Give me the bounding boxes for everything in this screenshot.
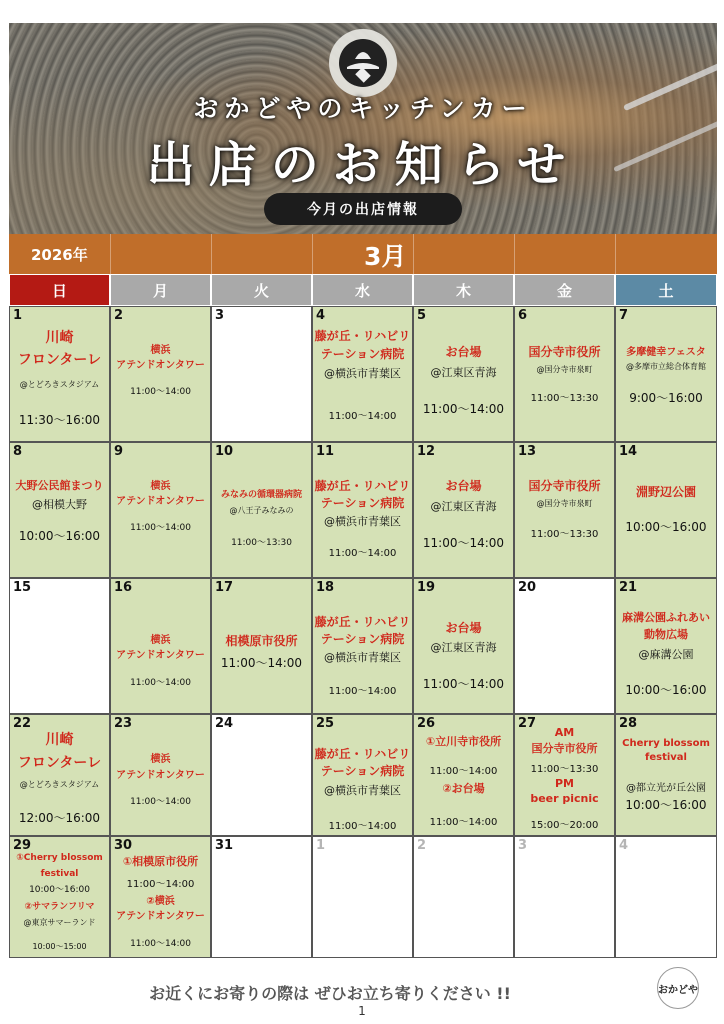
event-location: @相模大野 — [32, 498, 87, 511]
day-number: 13 — [518, 444, 537, 459]
event-name-line2: festival — [645, 752, 687, 763]
event-name-line2: テーション病院 — [320, 764, 405, 778]
event-time: 10:00〜16:00 — [625, 683, 707, 697]
event-name: 横浜 — [150, 754, 171, 765]
day-number: 28 — [619, 716, 638, 731]
event-name: 相模原市役所 — [225, 634, 298, 648]
event-location: @横浜市青葉区 — [324, 784, 401, 797]
day-number: 4 — [316, 308, 326, 323]
event-time: 11:00〜14:00 — [220, 656, 303, 670]
event-name-line2: テーション病院 — [320, 496, 405, 510]
event-time: 11:00〜14:00 — [328, 686, 397, 697]
event-name: 淵野辺公園 — [635, 485, 696, 499]
calendar-day-11 — [312, 442, 413, 578]
event-time: 11:00〜14:00 — [130, 678, 191, 688]
event-name-line2: フロンターレ — [17, 755, 102, 771]
event-time-2: 11:00〜14:00 — [429, 817, 498, 828]
calendar-day-3 — [211, 306, 312, 442]
calendar-day-9 — [110, 442, 211, 578]
event-time: 10:00〜16:00 — [625, 798, 707, 812]
page-title: 出店のお知らせ — [146, 137, 580, 193]
calendar-next-day-3 — [514, 836, 615, 958]
event-time: 11:00〜14:00 — [130, 387, 191, 397]
day-number: 19 — [417, 580, 436, 595]
page-number: 1 — [358, 1004, 366, 1018]
weekday-thu: 木 — [413, 274, 514, 306]
event-name: 多摩健幸フェスタ — [626, 347, 706, 358]
event-name-2: ②サマランフリマ — [24, 902, 95, 912]
day-number: 24 — [215, 716, 234, 731]
header-subtitle: おかどやのキッチンカー — [193, 94, 533, 123]
event-time: 9:00〜16:00 — [629, 391, 703, 405]
event-name-line2: アテンドオンタワー — [116, 496, 205, 507]
calendar-next-day-1 — [312, 836, 413, 958]
event-name-2: ②横浜 — [146, 896, 175, 907]
day-number: 21 — [619, 580, 638, 595]
year-label: 2026年 — [31, 246, 88, 264]
event-time: 11:00〜13:30 — [530, 764, 599, 775]
calendar-day-21 — [615, 578, 717, 714]
event-name: お台場 — [445, 621, 482, 635]
event-name: 藤が丘・リハビリ — [314, 747, 411, 761]
calendar-day-29 — [9, 836, 110, 958]
calendar-day-1 — [9, 306, 110, 442]
calendar-day-10 — [211, 442, 312, 578]
day-number: 20 — [518, 580, 537, 595]
event-location: @都立光が丘公園 — [626, 783, 706, 794]
event-location: @横浜市青葉区 — [324, 651, 401, 664]
event-name: 国分寺市役所 — [528, 345, 601, 359]
day-number: 1 — [13, 308, 23, 323]
day-number: 7 — [619, 308, 629, 323]
header-banner — [9, 23, 717, 234]
event-name-2: beer picnic — [530, 792, 599, 805]
day-number: 31 — [215, 838, 234, 853]
event-location: @多摩市立総合体育館 — [626, 362, 706, 371]
event-name: 藤が丘・リハビリ — [314, 329, 411, 343]
calendar-day-8 — [9, 442, 110, 578]
day-number: 27 — [518, 716, 537, 731]
pm-label: PM — [554, 777, 574, 790]
month-bar — [9, 234, 717, 274]
day-number: 9 — [114, 444, 124, 459]
event-time: 11:00〜14:00 — [130, 797, 191, 807]
calendar-day-26 — [413, 714, 514, 836]
event-time: 11:00〜14:00 — [429, 766, 498, 777]
footer-message: お近くにお寄りの際は ぜひお立ち寄りください !! — [149, 984, 511, 1003]
event-location: @江東区青海 — [430, 500, 497, 513]
day-number: 3 — [518, 838, 528, 853]
event-time: 12:00〜16:00 — [18, 811, 101, 825]
calendar-day-25 — [312, 714, 413, 836]
calendar-next-day-4 — [615, 836, 717, 958]
weekday-sun: 日 — [9, 274, 110, 306]
day-number: 29 — [13, 838, 32, 853]
event-name-line2: アテンドオンタワー — [116, 360, 205, 371]
event-location: @横浜市青葉区 — [324, 515, 401, 528]
day-number: 11 — [316, 444, 335, 459]
calendar-day-2 — [110, 306, 211, 442]
event-location: @横浜市青葉区 — [324, 367, 401, 380]
day-number: 30 — [114, 838, 133, 853]
weekday-mon: 月 — [110, 274, 211, 306]
day-number: 23 — [114, 716, 133, 731]
event-name-line2: フロンターレ — [17, 352, 102, 368]
calendar-day-7 — [615, 306, 717, 442]
event-name: ①立川寺市役所 — [425, 735, 502, 748]
event-time: 11:00〜13:30 — [530, 529, 599, 540]
event-time: 11:00〜14:00 — [422, 536, 505, 550]
calendar-day-23 — [110, 714, 211, 836]
weekday-fri: 金 — [514, 274, 615, 306]
month-label: 3月 — [364, 242, 407, 271]
event-name: ①Cherry blossom — [16, 853, 103, 863]
event-name: 藤が丘・リハビリ — [314, 615, 411, 629]
calendar-day-4 — [312, 306, 413, 442]
event-time: 11:00〜14:00 — [422, 402, 505, 416]
day-number: 17 — [215, 580, 234, 595]
event-name-line2: アテンドオンタワー — [116, 650, 205, 661]
day-number: 5 — [417, 308, 427, 323]
event-location: @八王子みなみの — [229, 506, 294, 515]
calendar-day-16 — [110, 578, 211, 714]
event-name: 麻溝公園ふれあい — [622, 611, 710, 624]
event-name: みなみの循環器病院 — [220, 490, 302, 500]
event-time-2: 11:00〜14:00 — [130, 939, 191, 949]
day-number: 1 — [316, 838, 326, 853]
footer-logo: おかどや — [657, 967, 699, 1009]
event-name: 横浜 — [150, 345, 171, 356]
calendar-day-24 — [211, 714, 312, 836]
calendar-day-12 — [413, 442, 514, 578]
calendar-day-30 — [110, 836, 211, 958]
event-location: @とどろきスタジアム — [19, 380, 100, 389]
event-name: ①相模原市役所 — [122, 855, 199, 868]
day-number: 6 — [518, 308, 528, 323]
day-number: 15 — [13, 580, 32, 595]
event-name: 大野公民館まつり — [15, 479, 104, 492]
event-name: Cherry blossom — [622, 738, 710, 749]
event-time: 10:00〜16:00 — [625, 520, 707, 534]
event-name-2-line2: アテンドオンタワー — [116, 911, 205, 922]
event-time-2: 15:00〜20:00 — [530, 820, 599, 831]
event-time: 11:00〜14:00 — [422, 677, 505, 691]
day-number: 2 — [114, 308, 124, 323]
event-time: 11:00〜14:00 — [328, 411, 397, 422]
event-name: 川崎 — [45, 330, 74, 346]
day-number: 14 — [619, 444, 638, 459]
day-number: 25 — [316, 716, 335, 731]
day-number: 22 — [13, 716, 32, 731]
event-time: 11:30〜16:00 — [18, 413, 101, 427]
event-name-line2: 動物広場 — [644, 628, 688, 641]
day-number: 2 — [417, 838, 427, 853]
calendar-day-19 — [413, 578, 514, 714]
day-number: 18 — [316, 580, 335, 595]
day-number: 12 — [417, 444, 436, 459]
day-number: 3 — [215, 308, 225, 323]
calendar-day-15 — [9, 578, 110, 714]
event-name-2: ②お台場 — [442, 782, 485, 795]
calendar-day-6 — [514, 306, 615, 442]
event-time: 11:00〜13:30 — [231, 538, 292, 548]
event-name-line2: festival — [40, 869, 79, 879]
event-location: @江東区青海 — [430, 641, 497, 654]
event-name: お台場 — [445, 345, 482, 359]
okadoya-logo — [329, 29, 397, 97]
event-name-line2: アテンドオンタワー — [116, 770, 205, 781]
event-name-line2: テーション病院 — [320, 347, 405, 361]
event-time: 11:00〜13:30 — [530, 393, 599, 404]
event-location: @東京サマーランド — [23, 918, 96, 927]
event-time: 11:00〜14:00 — [328, 548, 397, 559]
calendar-day-14 — [615, 442, 717, 578]
logo-icon — [337, 37, 389, 89]
day-number: 16 — [114, 580, 133, 595]
event-name-line2: テーション病院 — [320, 632, 405, 646]
event-name: 国分寺市役所 — [528, 479, 601, 493]
event-time: 11:00〜14:00 — [328, 821, 397, 832]
calendar-day-13 — [514, 442, 615, 578]
day-number: 26 — [417, 716, 436, 731]
event-time: 11:00〜14:00 — [130, 523, 191, 533]
calendar-day-31 — [211, 836, 312, 958]
weekday-tue: 火 — [211, 274, 312, 306]
event-name: 藤が丘・リハビリ — [314, 479, 411, 493]
event-location: @江東区青海 — [430, 366, 497, 379]
calendar-day-22 — [9, 714, 110, 836]
event-location: @麻溝公園 — [638, 648, 694, 661]
event-name: 国分寺市役所 — [531, 742, 598, 755]
event-location: @国分寺市泉町 — [536, 365, 593, 374]
am-label: AM — [554, 726, 575, 739]
calendar-day-5 — [413, 306, 514, 442]
calendar-next-day-2 — [413, 836, 514, 958]
month-info-badge: 今月の出店情報 — [264, 193, 462, 225]
event-name: 横浜 — [150, 481, 171, 492]
day-number: 10 — [215, 444, 234, 459]
day-number: 4 — [619, 838, 629, 853]
event-name: お台場 — [445, 479, 482, 493]
event-location: @とどろきスタジアム — [19, 780, 100, 789]
day-number: 8 — [13, 444, 23, 459]
calendar-day-18 — [312, 578, 413, 714]
event-name: 横浜 — [150, 635, 171, 646]
event-time: 11:00〜14:00 — [126, 879, 195, 890]
calendar-day-28 — [615, 714, 717, 836]
calendar-day-27 — [514, 714, 615, 836]
event-location: @国分寺市泉町 — [536, 499, 593, 508]
weekday-sat: 土 — [615, 274, 717, 306]
event-time: 10:00〜16:00 — [18, 529, 101, 543]
event-time-2: 10:00〜15:00 — [32, 942, 87, 951]
event-time: 10:00〜16:00 — [29, 885, 90, 895]
calendar-day-20 — [514, 578, 615, 714]
calendar-day-17 — [211, 578, 312, 714]
weekday-wed: 水 — [312, 274, 413, 306]
event-name: 川崎 — [45, 732, 74, 748]
